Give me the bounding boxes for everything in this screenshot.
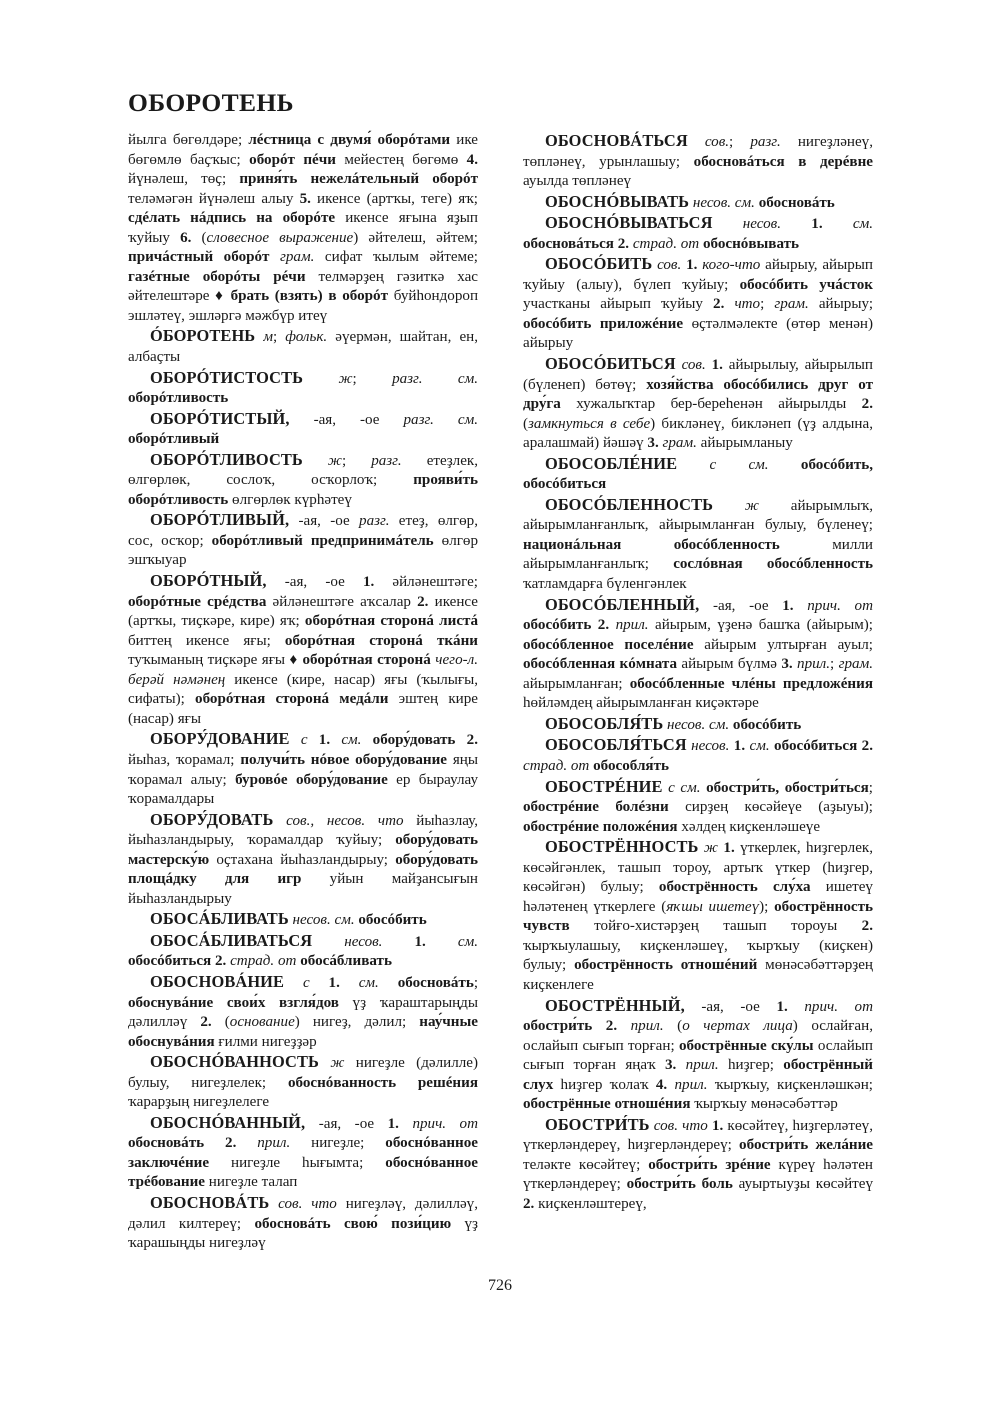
dictionary-entry	[128, 931, 478, 972]
dictionary-entry	[128, 810, 478, 910]
entry-headword: ОБОСОБЛЯ́ТЬ	[545, 713, 664, 733]
entry-definition: с 1. см. обосновáть; обоснувáние свои́х взгля́дов үҙ ҡараштарыңды дәлилләү 2. (основание) нигеҙ, дәлил; нау́чные обоснувáния ғилми нигеҙҙәр	[128, 974, 479, 1050]
entry-continuation: йылга бөгөлдәре; лéстница с двумя́ оборóтами ике бөгөмлө баҫҡыс; оборóт пéчи мейестең бөгөмө 4. йүнәлеш, төҫ; приня́ть нежелáтельный оборóт теләмәгән йүнәлеш алыу 5. икенсе (артҡы, теге) яҡ; сдéлать нáдпись на оборóте икенсе яғына яҙып ҡуйыу 6. (словесное выражение) әйтелеш, әйтем; причáстный оборóт грам. сифат ҡылым әйтеме; газéтные оборóты рéчи телмәрҙең гәзиткә хас әйтелештәре ♦ брать (взять) в оборóт буйһондороп эшләтеү, эшләргә мәжбүр итеү	[128, 132, 479, 324]
entry-definition: ж; разг. етеҙлек, өлгөрлөк, сослоҡ, осҡорлоҡ; прояви́ть оборóтливость өлгөрлөк күрһәтеү	[128, 452, 478, 508]
dictionary-entry	[128, 1052, 478, 1113]
dictionary-entry	[128, 1113, 478, 1193]
dictionary-entry	[128, 909, 478, 931]
entry-headword: ОБОРÓТЛИВЫЙ,	[150, 510, 290, 530]
entry-definition: -ая, -ое 1. прич. от обосновáть 2. прил. нигеҙле; обоснóванное заключéние нигеҙле һығымта; обоснóванное трéбование нигеҙле талап	[128, 1115, 479, 1191]
dictionary-entry	[523, 735, 873, 776]
dictionary-entry	[128, 368, 478, 409]
dictionary-entry	[128, 450, 478, 511]
entry-headword: ОБОСÓБЛЕННОСТЬ	[545, 494, 714, 514]
dictionary-entry	[523, 454, 873, 495]
dictionary-entry	[128, 729, 478, 809]
left-column	[128, 131, 478, 1256]
dictionary-entry	[523, 1115, 873, 1215]
entry-headword: ОБОРУ́ДОВАНИЕ	[150, 729, 290, 749]
entry-definition: -ая, -ое разг. см. оборóтливый	[128, 411, 479, 448]
entry-definition: ж нигеҙле (дәлилле) булыу, нигеҙлелек; обоснóванность решéния ҡарарҙың нигеҙлелеге	[128, 1055, 478, 1111]
page-number: 726	[488, 1277, 512, 1294]
entry-headword: ОБОРÓТИСТЫЙ,	[150, 408, 290, 428]
entry-headword: ОБОСНÓВЫВАТЬ	[545, 191, 690, 211]
entry-definition: ж; разг. см. оборóтливость	[128, 370, 479, 407]
text-columns	[128, 131, 873, 1256]
entry-headword: ОБОРУ́ДОВАТЬ	[150, 809, 274, 829]
entry-definition: сов. что 1. көсәйтеү, һиҙгерләтеү, үткерләндереү, һиҙгерләндереү; обостри́ть желáние теләкте көсәйтеү; обостри́ть зрéние күреү һәләтен үткерләндереү; обостри́ть боль ауыртыуҙы көсәйтеү 2. киҫкенләштереү,	[523, 1117, 874, 1212]
dictionary-entry	[128, 571, 478, 729]
dictionary-entry	[523, 777, 873, 838]
entry-definition: ж айырымлыҡ, айырымланғанлыҡ, айырымланған булыу, бүленеү; национáльная обосóбленность милли айырымланғанлыҡ; сослóвная обосóбленность ҡатламдарға бүленгәнлек	[523, 497, 874, 593]
entry-headword: ОБОСТРИ́ТЬ	[545, 1114, 650, 1134]
right-column	[523, 131, 873, 1256]
entry-definition: -ая, -ое 1. прич. от обосóбить 2. прил. айырым, үҙенә башҡа (айырым); обосóбленное поселéние айырым ултырған ауыл; обосóбленная кóмната айырым бүлмә 3. прил.; грам. айырымланған; обосóбленные члéны предложéния һөйләмдең айырымланған киҫәктәре	[523, 597, 873, 712]
entry-headword: ОБОСНÓВАННОСТЬ	[150, 1052, 319, 1072]
entry-headword: ОБОСТРÉНИЕ	[545, 776, 663, 796]
entry-headword: ОБОРÓТНЫЙ,	[150, 571, 267, 591]
entry-headword: ОБОСÓБИТЬ	[545, 254, 653, 274]
entry-definition: м; фольк. әүермән, шайтан, ен, албаҫты	[128, 329, 478, 366]
entry-headword: ОБОСÓБИТЬСЯ	[545, 354, 676, 374]
entry-definition: несов. 1. см. обосновáться 2. страд. от обоснóвывать	[523, 216, 873, 252]
entry-definition: несов. см. обосóбить	[292, 912, 427, 929]
entry-definition: -ая, -ое 1. әйләнештәге; оборóтные срéдства әйләнештәге аҡсалар 2. икенсе (артҡы, тиҫкәре, кире) яҡ; оборóтная сторонá листá биттең икенсе яғы; оборóтная сторонá ткáни туҡыманың тиҫкәре яғы ♦ оборóтная сторонá чего-л. берәй нәмәнең икенсе (кире, насар) яғы (ҡылығы, сифаты); оборóтная сторонá медáли эштең кире (насар) яғы	[128, 574, 479, 727]
page-running-head: ОБОРОТЕНЬ	[128, 88, 294, 117]
entry-headword: ОБОСНОВÁТЬ	[150, 1192, 270, 1212]
entry-definition: сов. 1. айырылыу, айырылып (бүленеп) бөтөү; хозя́йства обосóбились друг от дру́га хужалыҡтар бер-береһенән айырылды 2. (замкнуться в себе) бикләнеү, бикләнеп (үҙ алдына, аралашмай) йәшәү 3. грам. айырымланыу	[523, 357, 873, 452]
dictionary-entry	[523, 595, 873, 714]
entry-definition: ж 1. үткерлек, һиҙгерлек, көсәйгәнлек, ташып тороу, артыҡ үткер (һиҙгер, көсәйгән) булыу; обострённость слу́ха ишетеү һәләтенең үткерлеге (яҡшы ишетеү); обострённость чувств тойғо-хистәрҙең ташып тороуы 2. ҡырҡыулашыу, киҫкенләшеү, ҡырҡыу (киҫкен) булыу; обострённость отношéний мөнәсәбәттәрҙең киҫкенлеге	[523, 840, 874, 993]
dictionary-entry	[523, 996, 873, 1115]
entry-definition: несов. 1. см. обосóбиться 2. страд. от обособля́ть	[523, 738, 873, 774]
entry-headword: ОБОСНОВÁНИЕ	[150, 971, 285, 991]
entry-definition: с см. обосóбить, обосóбиться	[523, 456, 874, 493]
dictionary-entry	[523, 131, 873, 192]
dictionary-entry	[128, 510, 478, 571]
entry-headword: ÓБОРОТЕНЬ	[150, 326, 256, 346]
dictionary-entry	[128, 326, 478, 367]
entry-headword: ОБОСТРЁННЫЙ,	[545, 995, 685, 1015]
dictionary-entry	[128, 409, 478, 450]
dictionary-entry	[523, 192, 873, 214]
entry-headword: ОБОСНÓВАННЫЙ,	[150, 1112, 306, 1132]
entry-definition: несов. см. обосóбить	[667, 716, 802, 733]
dictionary-entry	[523, 495, 873, 595]
entry-headword: ОБОСОБЛÉНИЕ	[545, 453, 678, 473]
entry-headword: ОБОСÓБЛЕННЫЙ,	[545, 594, 700, 614]
entry-headword: ОБОРÓТИСТОСТЬ	[150, 367, 304, 387]
entry-definition: несов. 1. см. обосóбиться 2. страд. от обосáбливать	[128, 933, 478, 970]
entry-headword: ОБОРÓТЛИВОСТЬ	[150, 449, 303, 469]
entry-headword: ОБОСÁБЛИВАТЬ	[150, 909, 289, 929]
dictionary-entry	[128, 972, 478, 1052]
entry-definition: сов. что нигеҙләү, дәлилләү, дәлил килтереү; обосновáть свою́ пози́цию үҙ ҡарашыңды нигеҙләү	[128, 1195, 478, 1252]
entry-headword: ОБОСОБЛЯ́ТЬСЯ	[545, 735, 687, 755]
entry-definition: с 1. см. обору́довать 2. йыһаз, ҡорамал; получи́ть нóвое обору́дование яңы ҡорамал алыу; буровóе обору́дование ер быраулау ҡорамалдары	[128, 732, 478, 808]
entry-definition: с см. обостри́ть, обостри́ться; обострéние болéзни сирҙең көсәйеүе (аҙыуы); обострéние положéния хәлдең киҫкенләшеүе	[523, 779, 874, 835]
entry-definition: несов. см. обосновáть	[692, 194, 835, 211]
dictionary-entry	[523, 714, 873, 736]
entry-headword: ОБОСНÓВЫВАТЬСЯ	[545, 213, 713, 233]
dictionary-entry	[523, 354, 873, 454]
dictionary-entry	[128, 1193, 478, 1254]
entry-definition: -ая, -ое 1. прич. от обостри́ть 2. прил. (о чертах лица) ослайған, ослайып сығып торған; обострённые ску́лы ослайып сығып торған яңаҡ 3. прил. һиҙгер; обострённый слух һиҙгер ҡолаҡ 4. прил. ҡырҡыу, киҫкенләшкән; обострённые отношéния ҡырҡыу мөнәсәбәттәр	[523, 998, 874, 1113]
entry-headword: ОБОСÁБЛИВАТЬСЯ	[150, 930, 313, 950]
dictionary-entry	[523, 837, 873, 995]
entry-headword: ОБОСТРЁННОСТЬ	[545, 837, 699, 857]
entry-definition: сов., несов. что йыһазлау, йыһазландырыу, ҡорамалдар ҡуйыу; обору́довать мастерску́ю оҫтахана йыһазландырыу; обору́довать площáдку для игр уйын майҙансығын йыһазландырыу	[128, 812, 478, 907]
entry-definition: сов.; разг. нигеҙләнеү, төпләнеү, урынлашыу; обосновáться в дерéвне ауылда төпләнеү	[523, 134, 873, 190]
entry-headword: ОБОСНОВÁТЬСЯ	[545, 131, 688, 150]
dictionary-entry	[523, 254, 873, 354]
dictionary-entry	[523, 213, 873, 254]
entry-definition: сов. 1. кого-что айырыу, айырып ҡуйыу (алыу), бүлеп ҡуйыу; обосóбить учáсток участканы айырып ҡуйыу 2. что; грам. айырыу; обосóбить приложéние өҫтәлмәлекте (өтөр менән) айырыу	[523, 257, 874, 352]
entry-definition: -ая, -ое разг. етеҙ, өлгөр, сос, осҡор; оборóтливый предпринимáтель өлгөр эшҡыуар	[128, 513, 479, 569]
